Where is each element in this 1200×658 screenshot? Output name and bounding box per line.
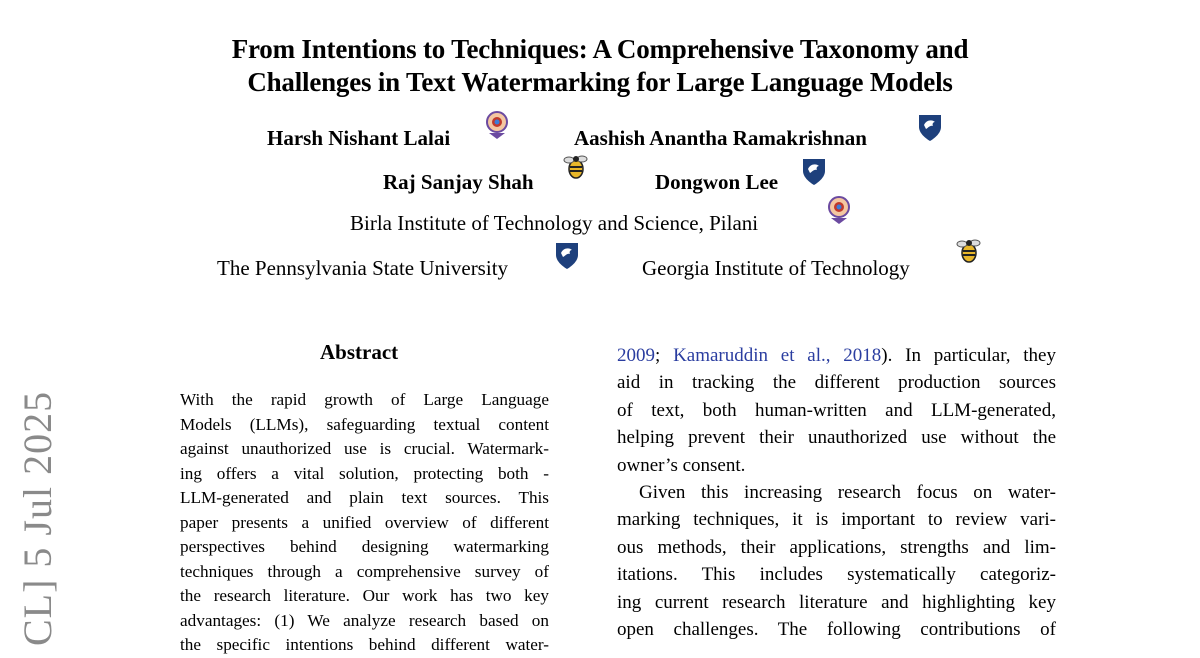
abstract-line: the research literature. Our work has two key <box>180 586 549 605</box>
intro-line: marking techniques, it is important to review vari- <box>617 509 1056 531</box>
georgia-tech-logo-icon <box>955 236 981 266</box>
citation-link[interactable]: 2009 <box>617 345 655 366</box>
intro-line: ing current research literature and highlighting key <box>617 591 1056 613</box>
title-line-2: Challenges in Text Watermarking for Large Language Models <box>247 67 953 97</box>
abstract-line: With the rapid growth of Large Language <box>180 390 549 409</box>
author-3-name: Raj Sanjay Shah <box>383 170 534 194</box>
abstract-line: advantages: (1) We analyze research based on <box>180 610 549 630</box>
affiliation-bits: Birla Institute of Technology and Science, Pilani <box>350 211 759 235</box>
intro-line: of text, both human-written and LLM-generated, <box>617 399 1056 421</box>
abstract-line: ing offers a vital solution, protecting both - <box>180 463 549 483</box>
penn-state-logo-icon <box>554 241 580 271</box>
intro-line: helping prevent their unauthorized use without the <box>617 427 1056 449</box>
citation-link[interactable]: Kamaruddin et al., 2018 <box>673 345 882 366</box>
title-line-1: From Intentions to Techniques: A Comprehensive Taxonomy and <box>231 34 969 64</box>
abstract-body <box>180 388 549 658</box>
affiliation-psu: The Pennsylvania State University <box>217 256 509 280</box>
intro-line <box>617 342 1056 369</box>
intro-line: itations. This includes systematically categoriz- <box>617 564 1056 586</box>
abstract-line: LLM-generated and plain text sources. This <box>180 488 549 507</box>
arxiv-stamp: CL] 5 Jul 2025 <box>15 390 60 646</box>
intro-line: open challenges. The following contributions of <box>617 619 1056 641</box>
affiliation-gt: Georgia Institute of Technology <box>642 256 910 280</box>
author-2-name: Aashish Anantha Ramakrishnan <box>574 126 867 150</box>
bits-pilani-logo-icon <box>484 111 510 141</box>
abstract-line: against unauthorized use is crucial. Watermark- <box>180 439 549 458</box>
abstract-line: perspectives behind designing watermarking <box>180 537 549 556</box>
georgia-tech-logo-icon <box>562 152 588 182</box>
abstract-line: Models (LLMs), safeguarding textual content <box>180 414 549 434</box>
penn-state-logo-icon <box>801 157 827 187</box>
intro-column <box>617 342 1056 643</box>
abstract-line: techniques through a comprehensive survey of <box>180 561 549 581</box>
intro-line: ous methods, their applications, strengths and lim- <box>617 536 1056 558</box>
author-1-name: Harsh Nishant Lalai <box>267 126 451 150</box>
intro-line: Given this increasing research focus on water- <box>639 482 1056 504</box>
abstract-heading: Abstract <box>320 340 399 364</box>
author-4-name: Dongwon Lee <box>655 170 779 194</box>
intro-line: owner’s consent. <box>617 454 746 476</box>
paper-title <box>0 33 1200 99</box>
intro-text: ). In particular, they <box>881 345 1056 366</box>
abstract-line: paper presents a unified overview of different <box>180 512 549 532</box>
bits-pilani-logo-icon <box>826 196 852 226</box>
abstract-line: the specific intentions behind different water- <box>180 635 549 654</box>
citation-separator: ; <box>655 345 674 366</box>
penn-state-logo-icon <box>917 113 943 143</box>
intro-line: aid in tracking the different production sources <box>617 372 1056 394</box>
